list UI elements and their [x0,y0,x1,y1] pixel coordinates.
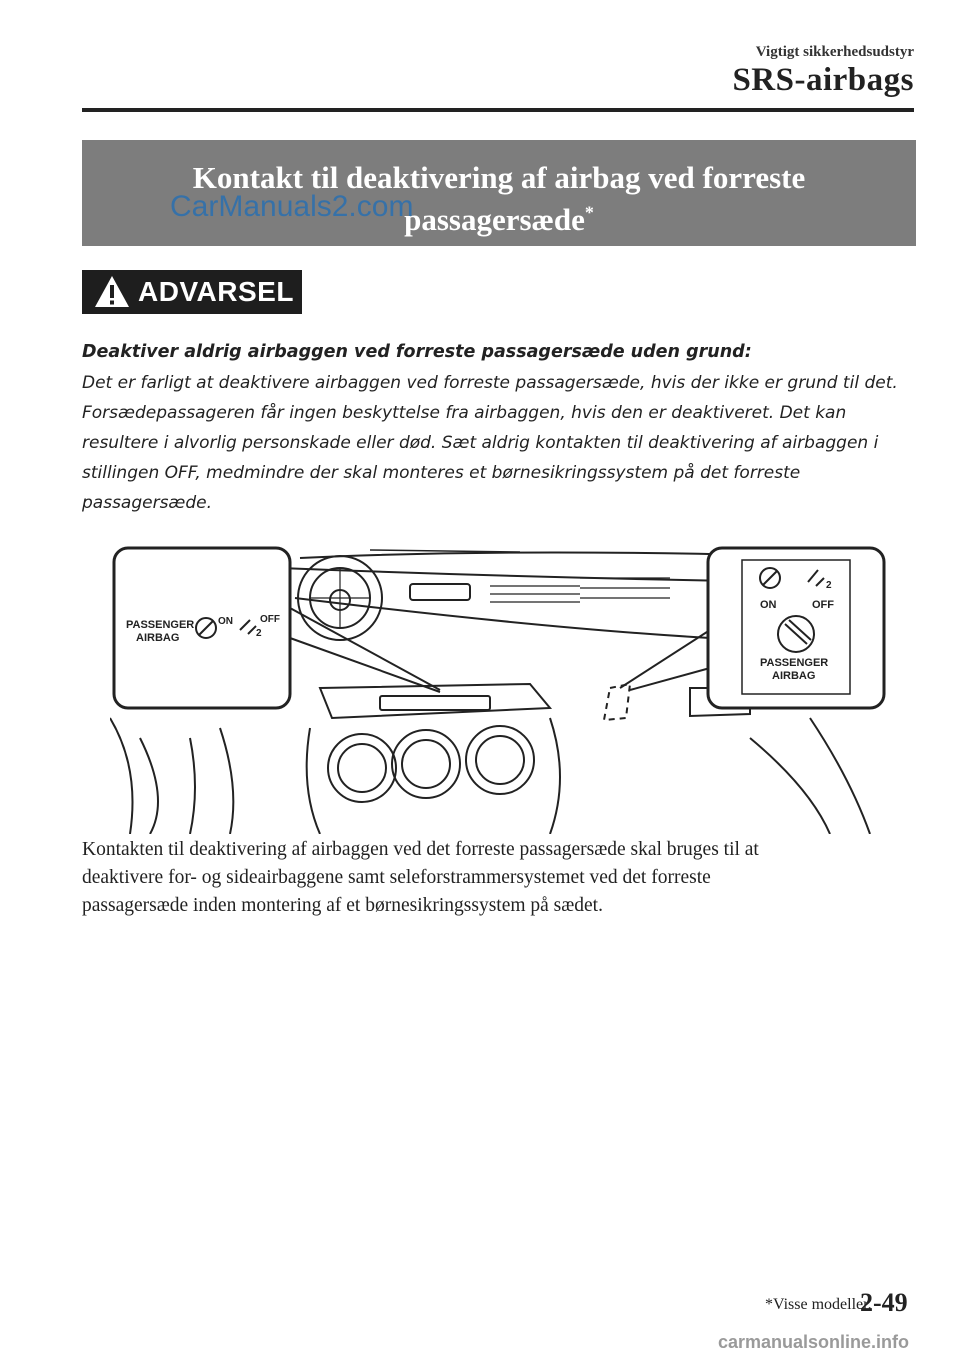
watermark-bottom: carmanualsonline.info [718,1332,910,1352]
left-on-label: ON [218,616,233,627]
footer-note: *Visse modeller. [765,1296,872,1313]
header-rule [82,108,914,112]
left-passenger-label: PASSENGER [126,619,195,631]
body-line: deaktivere for- og sideairbaggene samt seleforstrammersystemet ved det forreste [82,867,711,888]
watermark-top: CarManuals2.com [170,190,414,223]
warning-line: resultere i alvorlig personskade eller død. Sæt aldrig kontakten til deaktivering af airbaggen i [82,433,879,453]
warning-line: Forsædepassageren får ingen beskyttelse fra airbaggen, hvis den er deaktiveret. Det kan [82,403,847,423]
right-off-label: OFF [812,599,834,611]
body-paragraph [82,836,916,920]
warning-badge [82,270,302,314]
warning-line: passagersæde. [82,493,213,513]
banner-line-1: Kontakt til deaktivering af airbag ved forreste [192,160,806,195]
warning-label: ADVARSEL [138,276,294,307]
right-passenger-label: PASSENGER [760,657,829,669]
right-num-label: 2 [826,580,832,591]
dashboard-illustration [110,538,890,834]
banner-asterisk: * [584,202,594,223]
body-line: Kontakten til deaktivering af airbaggen ved det forreste passagersæde skal bruges til at [82,839,759,860]
banner-line-2-text: passagersæde [404,202,585,237]
page-number: 2-49 [860,1288,908,1317]
left-off-label: OFF [260,614,280,625]
left-switch-inset [114,548,290,708]
right-on-label: ON [760,599,777,611]
left-airbag-label: AIRBAG [136,632,180,644]
warning-triangle-icon [92,272,132,312]
section-title: SRS-airbags [732,62,914,98]
left-num-label: 2 [256,628,262,639]
section-subtitle: Vigtigt sikkerhedsudstyr [755,44,914,60]
warning-line: Det er farligt at deaktivere airbaggen ved forreste passagersæde, hvis der ikke er grund til det. [82,373,898,393]
body-line: passagersæde inden montering af et børnesikringssystem på sædet. [82,895,603,916]
warning-body [82,368,916,518]
warning-heading: Deaktiver aldrig airbaggen ved forreste passagersæde uden grund: [82,342,752,362]
right-switch-inset [708,548,884,708]
right-airbag-label: AIRBAG [772,670,816,682]
warning-line: stillingen OFF, medmindre der skal monteres et børnesikringssystem på det forreste [82,463,801,483]
